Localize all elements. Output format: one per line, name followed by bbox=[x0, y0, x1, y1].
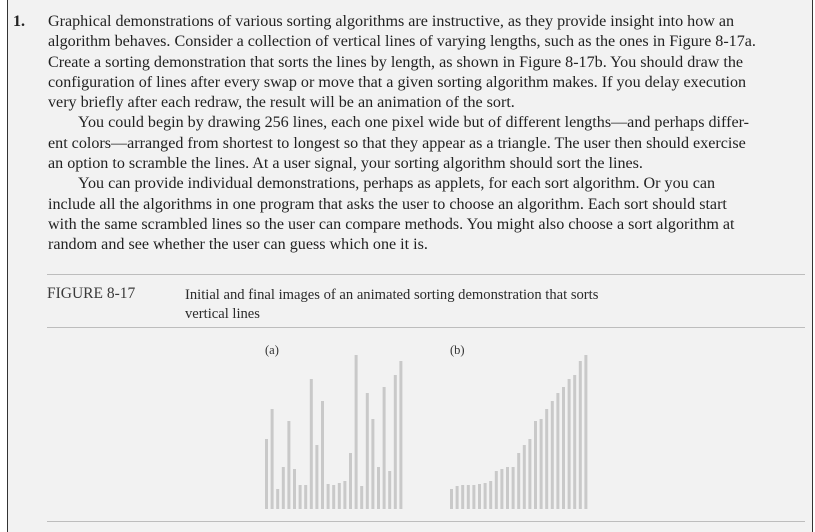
sorted-line bbox=[500, 469, 503, 509]
unsorted-line bbox=[299, 485, 302, 509]
sorted-line bbox=[528, 439, 531, 509]
text-line: Graphical demonstrations of various sorting algorithms are instructive, as they provide insight into how an bbox=[48, 13, 735, 30]
text-line: configuration of lines after every swap or move that a given sorting algorithm makes. If you delay execution bbox=[48, 73, 747, 91]
unsorted-line bbox=[394, 375, 397, 509]
unsorted-line bbox=[321, 401, 324, 509]
sorted-line bbox=[512, 467, 515, 509]
sorted-line bbox=[495, 471, 498, 509]
unsorted-line bbox=[265, 439, 268, 509]
panel-b-label: (b) bbox=[450, 343, 465, 357]
text-line: an option to scramble the lines. At a user signal, your sorting algorithm should sort the lines. bbox=[48, 155, 643, 173]
caption-line: vertical lines bbox=[185, 306, 260, 322]
unsorted-line bbox=[349, 453, 352, 509]
sorted-line bbox=[573, 375, 576, 509]
sorted-line bbox=[556, 393, 559, 509]
sorted-line bbox=[534, 421, 537, 509]
sorted-line bbox=[461, 485, 464, 509]
unsorted-line bbox=[360, 486, 363, 509]
text-line: with the same scrambled lines so the user can compare methods. You might also choose a sort algorithm at bbox=[48, 215, 735, 233]
unsorted-line bbox=[371, 419, 374, 509]
sorted-line bbox=[450, 489, 453, 509]
unsorted-line bbox=[271, 409, 274, 509]
figure-label: FIGURE 8-17 bbox=[47, 285, 136, 302]
unsorted-line bbox=[366, 393, 369, 509]
text-line: very briefly after each redraw, the result will be an animation of the sort. bbox=[48, 94, 515, 112]
panel-b-sorted-lines bbox=[450, 355, 587, 509]
unsorted-line bbox=[343, 481, 346, 509]
sorted-line bbox=[551, 401, 554, 509]
sorted-line bbox=[472, 485, 475, 509]
sorted-line bbox=[579, 361, 582, 509]
unsorted-line bbox=[304, 485, 307, 509]
sorted-line bbox=[523, 445, 526, 509]
sorted-line bbox=[467, 485, 470, 509]
sorted-line bbox=[484, 483, 487, 509]
unsorted-line bbox=[338, 483, 341, 509]
unsorted-line bbox=[327, 484, 330, 509]
panel-a-unsorted-lines bbox=[265, 355, 402, 509]
sorted-line bbox=[540, 419, 543, 509]
unsorted-line bbox=[276, 489, 279, 509]
sorted-line bbox=[456, 486, 459, 509]
text-line: You can provide individual demonstrations, perhaps as applets, for each sort algorithm. Or you can bbox=[78, 175, 716, 193]
unsorted-line bbox=[282, 467, 285, 509]
sorted-line bbox=[517, 453, 520, 509]
text-line: You could begin by drawing 256 lines, each one pixel wide but of different lengths—and perhaps differ- bbox=[78, 114, 749, 132]
text-line: include all the algorithms in one program that asks the user to choose an algorithm. Each sort should start bbox=[48, 195, 727, 213]
sorted-line bbox=[562, 387, 565, 509]
sorted-line bbox=[489, 481, 492, 509]
sorted-line bbox=[478, 484, 481, 509]
unsorted-line bbox=[383, 387, 386, 509]
unsorted-line bbox=[287, 421, 290, 509]
unsorted-line bbox=[315, 445, 318, 509]
text-line: ent colors—arranged from shortest to longest so that they appear as a triangle. The user then should exercise bbox=[48, 134, 746, 152]
unsorted-line bbox=[293, 469, 296, 509]
text-line: algorithm behaves. Consider a collection of vertical lines of varying lengths, such as the ones in Figure 8-17a. bbox=[48, 33, 756, 51]
unsorted-line bbox=[399, 361, 402, 509]
unsorted-line bbox=[332, 485, 335, 509]
text-line: Create a sorting demonstration that sorts the lines by length, as shown in Figure 8-17b. You should draw the bbox=[48, 53, 744, 71]
figure-bottom-rule bbox=[47, 521, 805, 522]
panel-a-label: (a) bbox=[265, 343, 279, 357]
sorted-line bbox=[545, 409, 548, 509]
unsorted-line bbox=[377, 467, 380, 509]
unsorted-line bbox=[310, 379, 313, 509]
exercise-number: 1. bbox=[13, 13, 26, 30]
text-line: random and see whether the user can guess which one it is. bbox=[48, 236, 428, 254]
sorted-line bbox=[506, 467, 509, 509]
unsorted-line bbox=[355, 355, 358, 509]
sorted-line bbox=[568, 379, 571, 509]
caption-line: Initial and final images of an animated sorting demonstration that sorts bbox=[185, 287, 599, 303]
unsorted-line bbox=[388, 471, 391, 509]
sorted-line bbox=[584, 355, 587, 509]
